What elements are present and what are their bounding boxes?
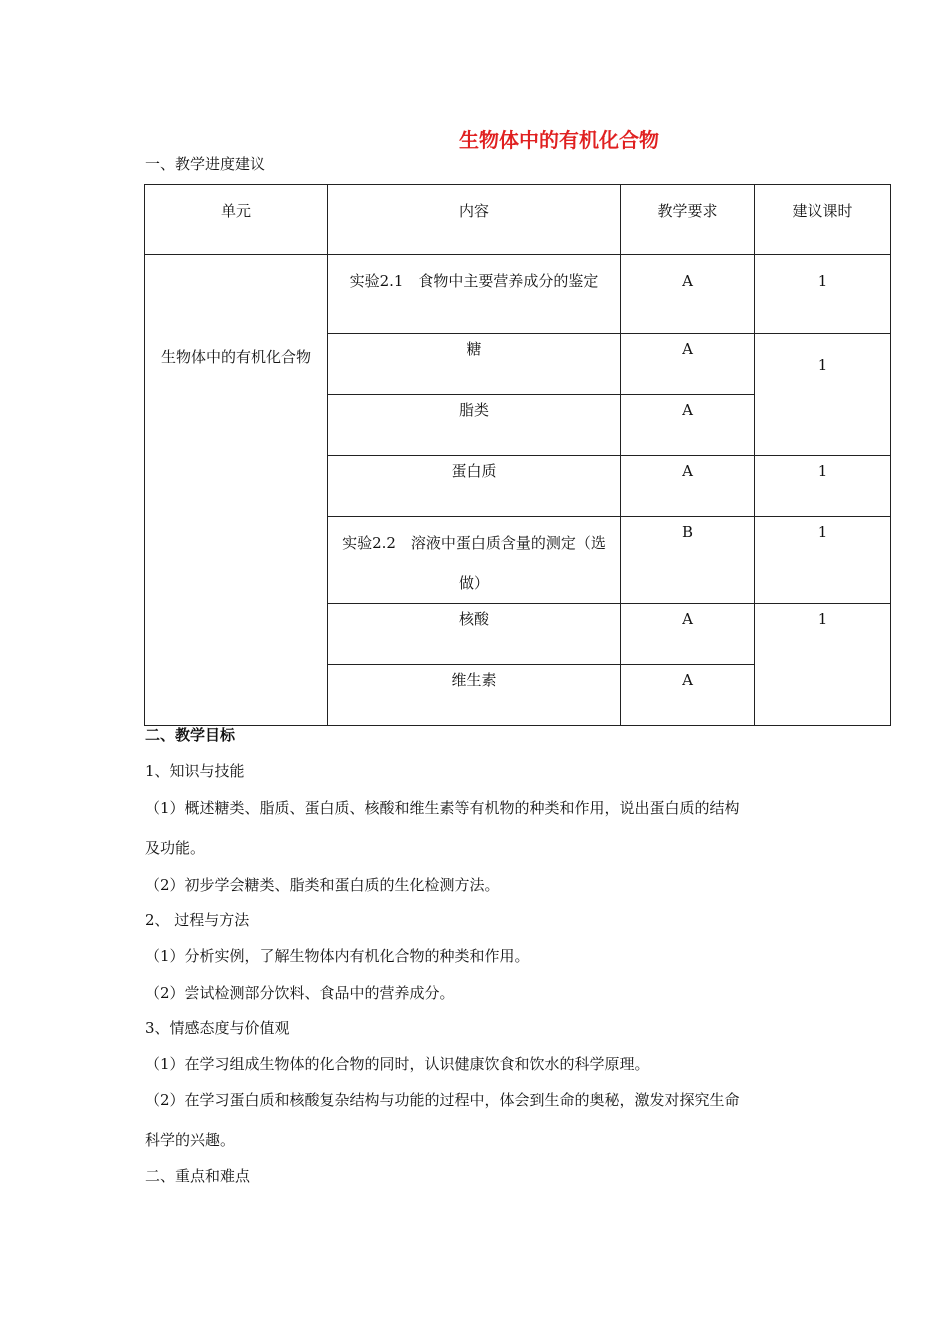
page-title: 生物体中的有机化合物: [459, 128, 659, 152]
goal-process-1: （1）分析实例，了解生物体内有机化合物的种类和作用。: [145, 947, 530, 965]
goal-emotion-2: （2）在学习蛋白质和核酸复杂结构与功能的过程中，体会到生命的奥秘，激发对探究生命: [145, 1091, 740, 1109]
goal-process-title: 2、 过程与方法: [145, 911, 250, 929]
requirement-cell: A: [621, 456, 755, 517]
goal-emotion-1: （1）在学习组成生物体的化合物的同时，认识健康饮食和饮水的科学原理。: [145, 1055, 650, 1073]
unit-name: 生物体中的有机化合物: [160, 348, 311, 366]
requirement-cell: A: [621, 395, 755, 456]
hours-cell: 1: [755, 456, 891, 517]
hours-cell: 1: [755, 517, 891, 604]
requirement-cell: A: [621, 334, 755, 395]
goal-knowledge-1-cont: 及功能。: [145, 839, 206, 857]
header-content: 内容: [328, 185, 621, 255]
requirement-cell: A: [621, 604, 755, 665]
section-heading-goals: 二、教学目标: [145, 726, 236, 744]
content-cell: 实验2.1 食物中主要营养成分的鉴定: [328, 255, 621, 334]
requirement-cell: A: [621, 255, 755, 334]
header-hours: 建议课时: [755, 185, 891, 255]
table-row: [145, 255, 891, 334]
content-cell: 脂类: [328, 395, 621, 456]
goal-knowledge-1: （1）概述糖类、脂质、蛋白质、核酸和维生素等有机物的种类和作用，说出蛋白质的结构: [145, 799, 740, 817]
content-cell: 维生素: [328, 665, 621, 726]
goal-process-2: （2）尝试检测部分饮料、食品中的营养成分。: [145, 984, 455, 1002]
goal-knowledge-2: （2）初步学会糖类、脂类和蛋白质的生化检测方法。: [145, 876, 500, 894]
hours-cell: 1: [755, 604, 891, 726]
section-heading-focus: 二、重点和难点: [145, 1167, 251, 1185]
hours-cell: 1: [755, 334, 891, 456]
content-cell: 实验2.2 溶液中蛋白质含量的测定（选做）: [328, 517, 621, 604]
header-unit: 单元: [145, 185, 328, 255]
content-cell: 糖: [328, 334, 621, 395]
schedule-table: [144, 184, 891, 726]
goal-emotion-2-cont: 科学的兴趣。: [145, 1131, 236, 1149]
header-requirement: 教学要求: [621, 185, 755, 255]
section-heading-schedule: 一、教学进度建议: [145, 155, 266, 173]
hours-cell: 1: [755, 255, 891, 334]
goal-knowledge-title: 1、知识与技能: [145, 762, 245, 780]
goal-emotion-title: 3、情感态度与价值观: [145, 1019, 290, 1037]
requirement-cell: A: [621, 665, 755, 726]
content-cell: 蛋白质: [328, 456, 621, 517]
requirement-cell: B: [621, 517, 755, 604]
content-cell: 核酸: [328, 604, 621, 665]
unit-cell: [145, 255, 328, 726]
table-header-row: [145, 185, 891, 255]
